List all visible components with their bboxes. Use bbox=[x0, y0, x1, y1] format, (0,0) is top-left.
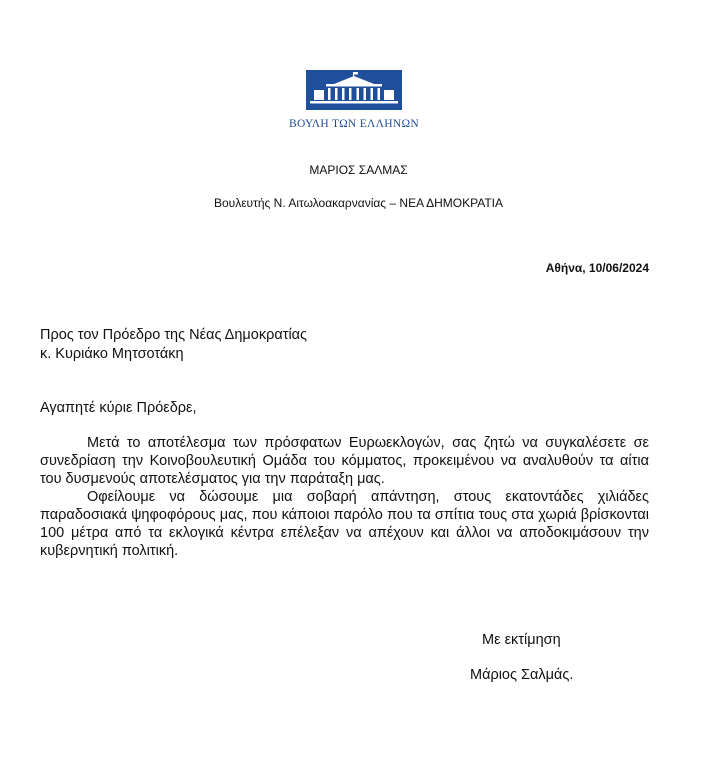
salutation: Αγαπητέ κύριε Πρόεδρε, bbox=[40, 400, 197, 416]
recipient-line-1: Προς τον Πρόεδρο της Νέας Δημοκρατίας bbox=[40, 327, 308, 343]
parliament-emblem-icon bbox=[306, 70, 402, 110]
letterhead-caption: ΒΟΥΛΗ ΤΩΝ ΕΛΛΗΝΩΝ bbox=[289, 118, 419, 130]
sender-title: Βουλευτής Ν. Αιτωλοακαρνανίας – ΝΕΑ ΔΗΜΟΚΡΑΤΙΑ bbox=[213, 196, 504, 210]
recipient-line-2: κ. Κυριάκο Μητσοτάκη bbox=[40, 346, 184, 362]
recipient-block bbox=[40, 326, 307, 364]
body-paragraph-2: Οφείλουμε να δώσουμε μια σοβαρή απάντηση, στους εκατοντάδες χιλιάδες παραδοσιακά ψηφοφόρους μας, που κάποιοι παρόλο που τα σπίτια τους στα χωριά βρίσκονται 100 μέτρα από τα εκλογικά κέντρα επέλεξαν να απέχουν και άλλοι να αποδοκιμάσουν την κυβερνητική πολιτική. bbox=[40, 489, 649, 559]
body-paragraph-1: Μετά το αποτέλεσμα των πρόσφατων Ευρωεκλογών, σας ζητώ να συγκαλέσετε σε συνεδρίαση την Κοινοβουλευτική Ομάδα του κόμματος, προκειμένου να αναλυθούν τα αίτια του δυσμενούς αποτελέσματος για την παράταξη μας. bbox=[40, 435, 649, 487]
sender-name: ΜΑΡΙΟΣ ΣΑΛΜΑΣ bbox=[309, 163, 408, 177]
letter-body bbox=[40, 434, 649, 560]
closing: Με εκτίμηση bbox=[482, 632, 561, 648]
signature: Μάριος Σαλμάς. bbox=[470, 667, 574, 683]
letter-date: Αθήνα, 10/06/2024 bbox=[545, 261, 649, 275]
